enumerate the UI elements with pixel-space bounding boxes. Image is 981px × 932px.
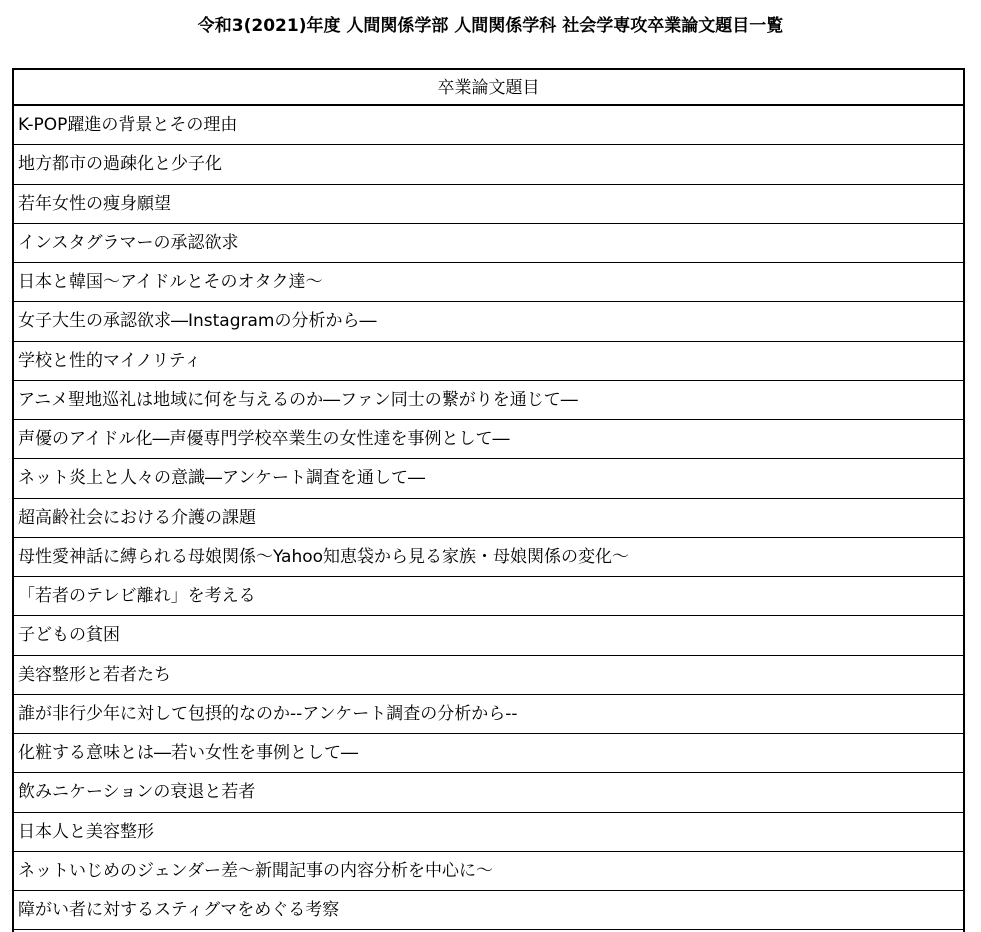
table-row: 超高齢社会における介護の課題 [14, 499, 963, 538]
table-row: 女子大生の承認欲求―Instagramの分析から― [14, 302, 963, 341]
table-row: インスタグラマーの承認欲求 [14, 224, 963, 263]
document-title: 令和3(2021)年度 人間関係学部 人間関係学科 社会学専攻卒業論文題目一覧 [197, 16, 784, 36]
table-row: 化粧する意味とは―若い女性を事例として― [14, 734, 963, 773]
table-body [14, 106, 963, 930]
table-row: 誰が非行少年に対して包摂的なのか--アンケート調査の分析から-- [14, 695, 963, 734]
table-row: ネットいじめのジェンダー差～新聞記事の内容分析を中心に～ [14, 852, 963, 891]
table-row: 美容整形と若者たち [14, 656, 963, 695]
table-row: 子どもの貧困 [14, 616, 963, 655]
table-row: アニメ聖地巡礼は地域に何を与えるのか―ファン同士の繋がりを通じて― [14, 381, 963, 420]
table-row: 地方都市の過疎化と少子化 [14, 145, 963, 184]
table-row: 学校と性的マイノリティ [14, 342, 963, 381]
thesis-title-table [12, 68, 965, 932]
table-row: 若年女性の痩身願望 [14, 185, 963, 224]
table-row: 母性愛神話に縛られる母娘関係～Yahoo知恵袋から見る家族・母娘関係の変化～ [14, 538, 963, 577]
table-row: 「若者のテレビ離れ」を考える [14, 577, 963, 616]
table-row: 飲みニケーションの衰退と若者 [14, 773, 963, 812]
table-row: 日本人と美容整形 [14, 813, 963, 852]
table-row: K-POP躍進の背景とその理由 [14, 106, 963, 145]
table-header: 卒業論文題目 [14, 70, 963, 106]
table-row: 声優のアイドル化―声優専門学校卒業生の女性達を事例として― [14, 420, 963, 459]
table-row: 障がい者に対するスティグマをめぐる考察 [14, 891, 963, 930]
table-row: 日本と韓国～アイドルとそのオタク達～ [14, 263, 963, 302]
table-row: ネット炎上と人々の意識―アンケート調査を通して― [14, 459, 963, 498]
